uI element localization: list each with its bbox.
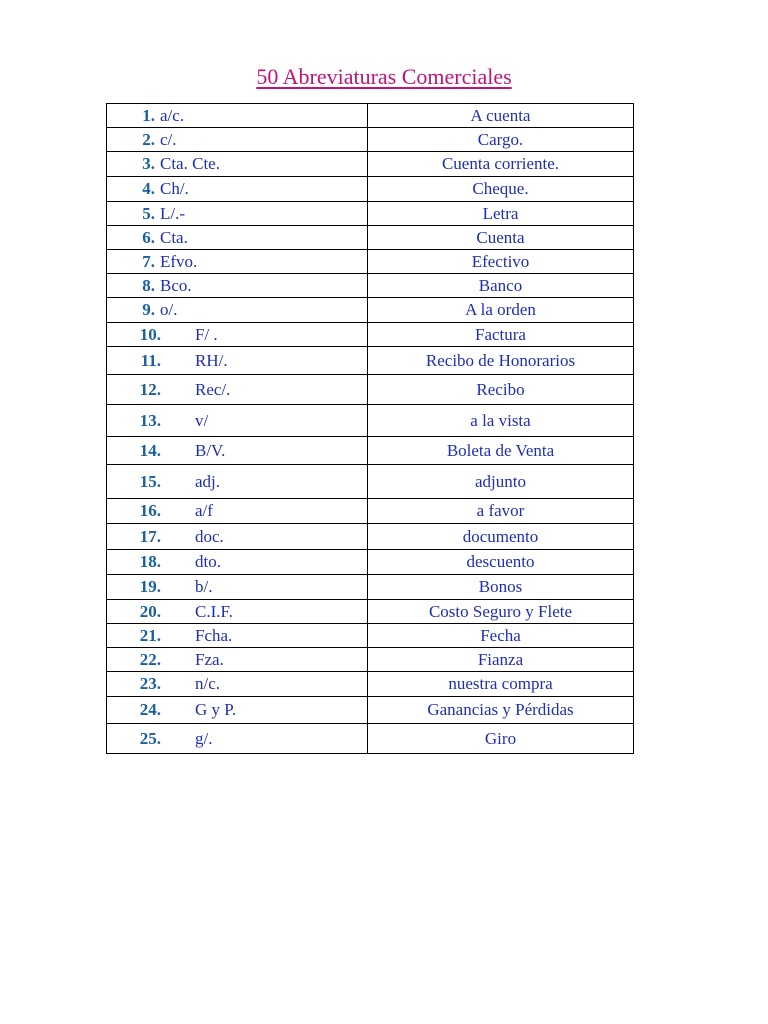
meaning-cell xyxy=(368,104,634,128)
abbreviation-cell xyxy=(107,697,368,724)
meaning-text: nuestra compra xyxy=(448,674,553,693)
meaning-cell xyxy=(368,600,634,624)
table-row xyxy=(107,128,634,152)
abbreviation-cell xyxy=(107,405,368,437)
table-row xyxy=(107,405,634,437)
table-row xyxy=(107,177,634,202)
meaning-cell xyxy=(368,437,634,465)
meaning-text: descuento xyxy=(466,552,535,571)
row-number: 14. xyxy=(139,440,161,460)
meaning-cell xyxy=(368,405,634,437)
abbreviation-cell xyxy=(107,104,368,128)
table-row xyxy=(107,202,634,226)
meaning-text: Bonos xyxy=(478,577,523,596)
meaning-text: Factura xyxy=(475,324,526,344)
meaning-cell xyxy=(368,128,634,152)
table-row xyxy=(107,323,634,347)
abbreviation-text: L/.- xyxy=(160,203,186,223)
row-number: 13. xyxy=(139,410,161,430)
meaning-text: adjunto xyxy=(475,471,526,491)
row-number: 18. xyxy=(139,552,161,571)
meaning-cell xyxy=(368,575,634,600)
table-row xyxy=(107,152,634,177)
table-row xyxy=(107,524,634,550)
abbreviation-text: Efvo. xyxy=(160,251,198,271)
meaning-text: Fianza xyxy=(477,649,524,669)
row-number: 19. xyxy=(139,577,161,596)
meaning-text: documento xyxy=(462,526,539,546)
document-title: 50 Abreviaturas Comerciales xyxy=(256,64,512,89)
abbreviation-text: F/ . xyxy=(195,324,218,344)
abbreviation-text: adj. xyxy=(195,471,221,491)
abbreviation-cell xyxy=(107,465,368,499)
meaning-cell xyxy=(368,499,634,524)
abbreviation-text: B/V. xyxy=(195,440,226,460)
abbreviation-text: G y P. xyxy=(195,700,237,719)
abbreviation-text: Ch/. xyxy=(160,179,189,198)
row-number: 21. xyxy=(139,625,161,645)
meaning-text: Letra xyxy=(482,203,519,223)
abbreviation-text: Fcha. xyxy=(195,625,233,645)
abbreviation-cell xyxy=(107,177,368,202)
meaning-text: Cheque. xyxy=(472,179,529,198)
abbreviation-cell xyxy=(107,550,368,575)
row-number: 23. xyxy=(139,674,161,693)
abbreviation-text: C.I.F. xyxy=(195,601,233,621)
table-row xyxy=(107,274,634,298)
meaning-cell xyxy=(368,672,634,697)
meaning-cell xyxy=(368,152,634,177)
abbreviation-text: Bco. xyxy=(160,275,192,295)
meaning-text: Ganancias y Pérdidas xyxy=(427,700,574,719)
table-row xyxy=(107,250,634,274)
abbreviation-cell xyxy=(107,226,368,250)
table-row xyxy=(107,347,634,375)
table-row xyxy=(107,375,634,405)
meaning-text: Fecha xyxy=(480,625,521,645)
meaning-cell xyxy=(368,465,634,499)
meaning-text: Cargo. xyxy=(477,129,524,149)
meaning-cell xyxy=(368,724,634,754)
meaning-text: Costo Seguro y Flete xyxy=(428,601,573,621)
abbreviation-cell xyxy=(107,250,368,274)
table-row xyxy=(107,648,634,672)
table-row xyxy=(107,600,634,624)
row-number: 24. xyxy=(139,700,161,719)
row-number: 8. xyxy=(142,275,155,295)
abbreviation-cell xyxy=(107,347,368,375)
abbreviation-text: Rec/. xyxy=(195,379,231,399)
meaning-text: Cuenta corriente. xyxy=(441,154,560,173)
table-row xyxy=(107,104,634,128)
meaning-cell xyxy=(368,298,634,323)
row-number: 17. xyxy=(139,526,161,546)
meaning-cell xyxy=(368,202,634,226)
row-number: 22. xyxy=(139,649,161,669)
row-number: 4. xyxy=(142,179,155,198)
row-number: 10. xyxy=(139,324,161,344)
abbreviation-cell xyxy=(107,298,368,323)
table-row xyxy=(107,465,634,499)
abbreviation-cell xyxy=(107,600,368,624)
abbreviations-table-body xyxy=(107,104,634,754)
meaning-text: Cuenta xyxy=(476,227,525,247)
abbreviation-cell xyxy=(107,499,368,524)
meaning-text: a favor xyxy=(476,501,525,520)
row-number: 20. xyxy=(139,601,161,621)
table-row xyxy=(107,724,634,754)
abbreviation-cell xyxy=(107,648,368,672)
meaning-cell xyxy=(368,524,634,550)
meaning-cell xyxy=(368,624,634,648)
row-number: 5. xyxy=(142,203,155,223)
table-row xyxy=(107,226,634,250)
meaning-cell xyxy=(368,347,634,375)
row-number: 16. xyxy=(139,501,161,520)
meaning-cell xyxy=(368,250,634,274)
row-number: 2. xyxy=(142,129,155,149)
abbreviation-cell xyxy=(107,575,368,600)
abbreviation-text: Fza. xyxy=(195,649,224,669)
row-number: 9. xyxy=(142,300,155,319)
meaning-cell xyxy=(368,226,634,250)
row-number: 15. xyxy=(139,471,161,491)
abbreviation-text: o/. xyxy=(160,300,178,319)
abbreviation-text: RH/. xyxy=(195,350,228,370)
table-row xyxy=(107,575,634,600)
meaning-text: A cuenta xyxy=(470,105,531,125)
table-row xyxy=(107,298,634,323)
meaning-cell xyxy=(368,274,634,298)
abbreviation-text: b/. xyxy=(195,577,213,596)
meaning-text: A la orden xyxy=(465,300,536,319)
table-row xyxy=(107,624,634,648)
abbreviation-cell xyxy=(107,152,368,177)
meaning-text: a la vista xyxy=(470,410,531,430)
row-number: 1. xyxy=(142,105,155,125)
abbreviation-cell xyxy=(107,624,368,648)
meaning-cell xyxy=(368,177,634,202)
abbreviation-cell xyxy=(107,724,368,754)
table-row xyxy=(107,672,634,697)
table-row xyxy=(107,437,634,465)
row-number: 3. xyxy=(142,154,155,173)
row-number: 6. xyxy=(142,227,155,247)
meaning-text: Banco xyxy=(478,275,523,295)
table-row xyxy=(107,499,634,524)
meaning-text: Boleta de Venta xyxy=(446,440,555,460)
row-number: 7. xyxy=(142,251,155,271)
abbreviation-text: Cta. Cte. xyxy=(160,154,220,173)
abbreviation-cell xyxy=(107,202,368,226)
abbreviation-cell xyxy=(107,375,368,405)
abbreviation-cell xyxy=(107,437,368,465)
table-row xyxy=(107,697,634,724)
table-row xyxy=(107,550,634,575)
abbreviation-text: n/c. xyxy=(195,674,221,693)
abbreviation-text: g/. xyxy=(195,728,213,748)
meaning-text: Recibo de Honorarios xyxy=(425,350,576,370)
abbreviation-cell xyxy=(107,323,368,347)
meaning-text: Recibo xyxy=(476,379,525,399)
meaning-cell xyxy=(368,550,634,575)
meaning-cell xyxy=(368,323,634,347)
abbreviation-text: c/. xyxy=(160,129,177,149)
meaning-text: Efectivo xyxy=(471,251,530,271)
abbreviation-text: v/ xyxy=(195,410,209,430)
meaning-cell xyxy=(368,697,634,724)
row-number: 12. xyxy=(139,379,161,399)
abbreviation-cell xyxy=(107,524,368,550)
abbreviation-cell xyxy=(107,128,368,152)
abbreviation-text: dto. xyxy=(195,552,221,571)
meaning-cell xyxy=(368,375,634,405)
meaning-cell xyxy=(368,648,634,672)
abbreviation-cell xyxy=(107,672,368,697)
abbreviation-text: a/c. xyxy=(160,105,185,125)
abbreviation-text: doc. xyxy=(195,526,224,546)
abbreviation-text: Cta. xyxy=(160,227,188,247)
meaning-text: Giro xyxy=(484,728,517,748)
abbreviation-cell xyxy=(107,274,368,298)
row-number: 11. xyxy=(140,350,161,370)
abbreviation-text: a/f xyxy=(195,501,213,520)
abbreviations-table xyxy=(106,103,634,754)
row-number: 25. xyxy=(139,728,161,748)
